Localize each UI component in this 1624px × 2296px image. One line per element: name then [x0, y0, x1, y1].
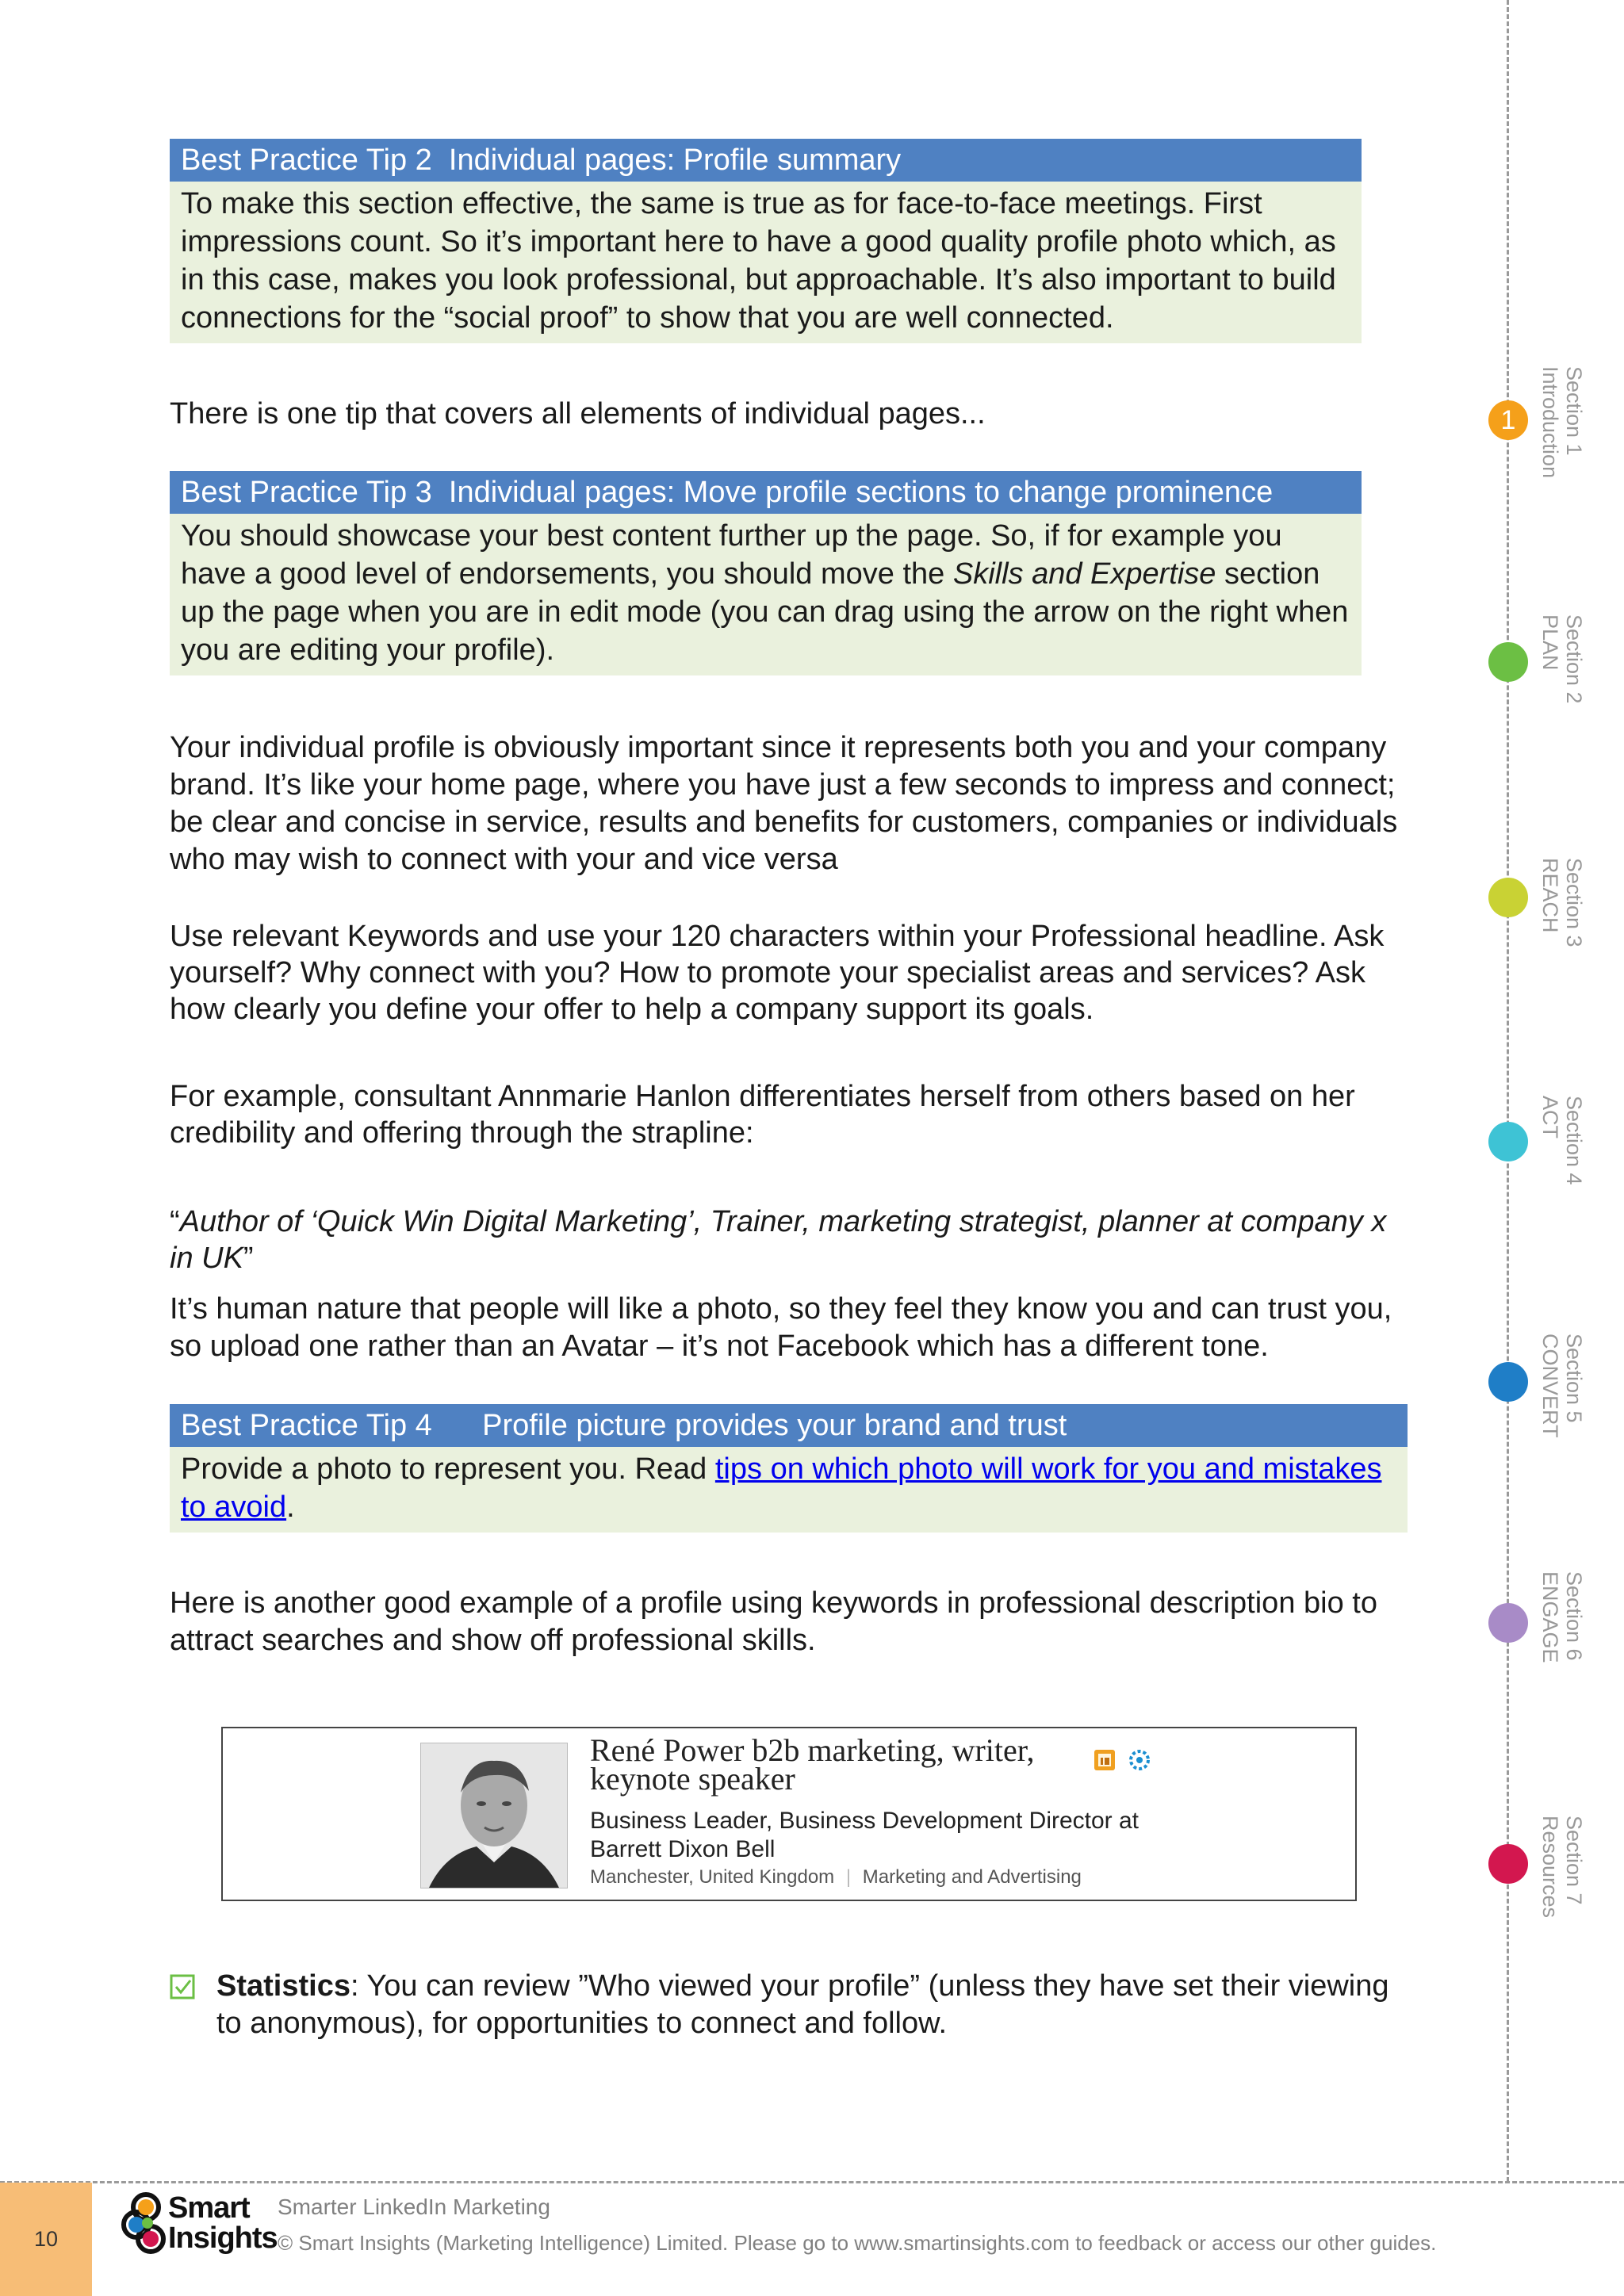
tip-4-body-start: Provide a photo to represent you. Read — [181, 1452, 715, 1486]
profile-headline: Business Leader, Business Development Director at Barrett Dixon Bell — [590, 1808, 1139, 1862]
tip-3-body-end: section up the page when you are in edit mode (you can drag using the arrow on the right when you are editing your profile). — [181, 557, 1349, 667]
section-5-label[interactable]: Section 5 CONVERT — [1538, 1334, 1586, 1438]
section-7-dot[interactable] — [1488, 1844, 1528, 1884]
paragraph-human-nature — [170, 1291, 1407, 1365]
photo-tips-link[interactable]: tips on which photo will work for you and mistakes to avoid — [181, 1452, 1382, 1524]
section-1-label[interactable]: Section 1 Introduction — [1538, 366, 1586, 479]
tip-2-body: To make this section effective, the same is true as for face-to-face meetings. First impressions count. So it’s important here to have a good quality profile photo which, as in this case, makes you look professional, but approachable. It’s also important to build connections for the “social proof” to show that you are well connected. — [170, 182, 1362, 343]
smart-insights-logo-icon — [121, 2190, 171, 2258]
section-2-dot[interactable] — [1488, 642, 1528, 682]
profile-industry: Marketing and Advertising — [862, 1866, 1082, 1888]
guide-title: Smarter LinkedIn Marketing — [278, 2195, 550, 2219]
paragraph-example — [170, 1078, 1407, 1151]
one-tip-text: There is one tip that covers all elements of individual pages... — [170, 397, 986, 430]
statistics-item — [216, 1968, 1406, 2042]
example-text: For example, consultant Annmarie Hanlon differentiates herself from others based on her credibility and offering through the strapline: — [170, 1080, 1355, 1150]
tip-2-box — [170, 139, 1362, 343]
paragraph-another-example — [170, 1585, 1407, 1659]
section-7-label[interactable]: Section 7 Resources — [1538, 1816, 1586, 1919]
network-badge-icon — [1128, 1748, 1151, 1772]
section-4-dot[interactable] — [1488, 1122, 1528, 1161]
tip-3-box — [170, 471, 1362, 675]
another-example-text: Here is another good example of a profile using keywords in professional description bio to attract searches and show off professional skills. — [170, 1586, 1377, 1657]
tip-3-body-italic: Skills and Expertise — [952, 557, 1216, 591]
paragraph-one-tip — [170, 396, 1407, 433]
tip-4-heading: Best Practice Tip 4 Profile picture provides your brand and trust — [170, 1404, 1408, 1447]
section-2-label[interactable]: Section 2 PLAN — [1538, 614, 1586, 704]
section-4-label[interactable]: Section 4 ACT — [1538, 1096, 1586, 1185]
section-5-dot[interactable] — [1488, 1362, 1528, 1402]
footer-divider — [0, 2181, 1624, 2183]
profile-name: René Power b2b marketing, writer, keynote speaker — [590, 1732, 1035, 1797]
profile-meta — [590, 1866, 1082, 1888]
profile-location: Manchester, United Kingdom — [590, 1866, 835, 1888]
profile-photo-image — [421, 1743, 567, 1888]
logo-wordmark — [168, 2193, 278, 2253]
tip-4-box — [170, 1404, 1408, 1533]
strapline-quote — [170, 1203, 1407, 1276]
logo-word-1: Smart — [168, 2191, 250, 2225]
logo-word-2: Insights — [168, 2221, 278, 2255]
section-6-dot[interactable] — [1488, 1603, 1528, 1643]
tip-4-body — [170, 1447, 1408, 1533]
tip-4-body-end: . — [286, 1490, 295, 1524]
quote-text: Author of ‘Quick Win Digital Marketing’, Trainer, marketing strategist, planner at company x in UK — [170, 1205, 1387, 1275]
profile-example-card — [221, 1727, 1357, 1901]
section-6-label[interactable]: Section 6 ENGAGE — [1538, 1571, 1586, 1663]
tip-3-body — [170, 514, 1362, 675]
linkedin-badge-icon — [1093, 1748, 1116, 1772]
page-number: 10 — [0, 2183, 92, 2296]
section-3-dot[interactable] — [1488, 878, 1528, 917]
quote-close: ” — [243, 1242, 254, 1275]
section-3-label[interactable]: Section 3 REACH — [1538, 858, 1586, 947]
statistics-label: Statistics — [216, 1969, 350, 2003]
keywords-text: Use relevant Keywords and use your 120 characters within your Professional headline. Ask yourself? Why connect with you? How to promote your specialist areas and services? Ask how clearly you define your offer to help a company support its goals. — [170, 920, 1385, 1026]
statistics-text: : You can review ”Who viewed your profile” (unless they have set their viewing to anonymous), for opportunities to connect and follow. — [216, 1969, 1389, 2040]
profile-photo — [420, 1743, 568, 1888]
tip-3-heading: Best Practice Tip 3 Individual pages: Move profile sections to change prominence — [170, 471, 1362, 514]
checkbox-icon — [170, 1974, 195, 1999]
quote-open: “ — [170, 1205, 180, 1238]
meta-divider: | — [845, 1866, 852, 1888]
individual-profile-text: Your individual profile is obviously important since it represents both you and your company brand. It’s like your home page, where you have just a few seconds to impress and connect; be clear and concise in service, results and benefits for customers, companies or individuals who may wish to connect with your and vice versa — [170, 731, 1398, 876]
human-nature-text: It’s human nature that people will like a photo, so they feel they know you and can trust you, so upload one rather than an Avatar – it’s not Facebook which has a different tone. — [170, 1292, 1392, 1363]
section-1-dot[interactable]: 1 — [1488, 400, 1528, 440]
copyright-notice: © Smart Insights (Marketing Intelligence) Limited. Please go to www.smartinsights.com to feedback or access our other guides. — [278, 2231, 1437, 2255]
paragraph-keywords — [170, 918, 1407, 1027]
paragraph-individual-profile — [170, 729, 1407, 878]
tip-3-body-start: You should showcase your best content further up the page. So, if for example you have a good level of endorsements, you should move the — [181, 519, 1282, 591]
tip-2-heading: Best Practice Tip 2 Individual pages: Profile summary — [170, 139, 1362, 182]
